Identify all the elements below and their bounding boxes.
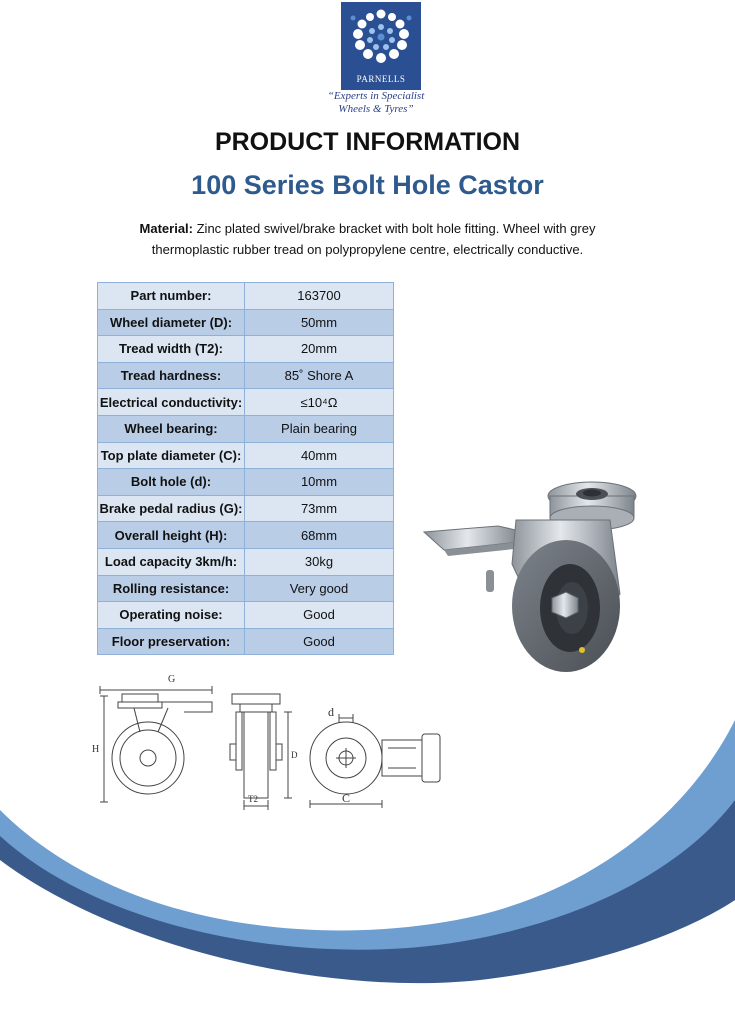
spec-label: Tread hardness: (98, 362, 245, 389)
logo-circles-icon (341, 2, 421, 74)
spec-value: 85˚ Shore A (245, 362, 394, 389)
table-row (98, 415, 394, 442)
spec-label: Top plate diameter (C): (98, 442, 245, 469)
castor-product-image (420, 474, 656, 674)
material-label: Material: (139, 221, 193, 236)
material-description (100, 218, 635, 260)
product-title: 100 Series Bolt Hole Castor (191, 170, 544, 200)
table-row (98, 548, 394, 575)
spec-label: Part number: (98, 283, 245, 310)
spec-value: 68mm (245, 522, 394, 549)
logo-box (341, 2, 421, 90)
page-heading: PRODUCT INFORMATION (214, 128, 521, 156)
spec-value: 163700 (245, 283, 394, 310)
spec-label: Overall height (H): (98, 522, 245, 549)
table-row (98, 389, 394, 416)
spec-label: Electrical conductivity: (98, 389, 245, 416)
dim-label-d-bolt: d (328, 705, 334, 719)
specs-table (97, 282, 394, 655)
material-text: Zinc plated swivel/brake bracket with bolt hole fitting. Wheel with grey thermoplastic rubber tread on polypropylene centre, electrically conductive. (151, 221, 596, 257)
spec-label: Bolt hole (d): (98, 469, 245, 496)
table-row (98, 283, 394, 310)
spec-value: Good (245, 602, 394, 629)
spec-value: Good (245, 628, 394, 655)
spec-label: Tread width (T2): (98, 336, 245, 363)
spec-value: 20mm (245, 336, 394, 363)
dim-label-c: C (342, 791, 351, 805)
table-row (98, 602, 394, 629)
table-row (98, 469, 394, 496)
table-row (98, 575, 394, 602)
spec-value: Plain bearing (245, 415, 394, 442)
table-row (98, 309, 394, 336)
spec-label: Wheel bearing: (98, 415, 245, 442)
table-row (98, 336, 394, 363)
spec-value: 73mm (245, 495, 394, 522)
decorative-waves (0, 700, 735, 1024)
table-row (98, 442, 394, 469)
spec-label: Load capacity 3km/h: (98, 548, 245, 575)
dim-label-d-wheel: D (291, 750, 298, 760)
table-row (98, 628, 394, 655)
dim-label-t2: T2 (248, 794, 258, 804)
spec-value: Very good (245, 575, 394, 602)
spec-label: Wheel diameter (D): (98, 309, 245, 336)
spec-label: Floor preservation: (98, 628, 245, 655)
spec-value: 50mm (245, 309, 394, 336)
spec-label: Operating noise: (98, 602, 245, 629)
table-row (98, 495, 394, 522)
spec-value: 40mm (245, 442, 394, 469)
dim-label-h: H (92, 744, 100, 755)
spec-value: ≤10⁴Ω (245, 389, 394, 416)
spec-value: 30kg (245, 548, 394, 575)
spec-label: Rolling resistance: (98, 575, 245, 602)
dim-label-g: G (168, 674, 176, 685)
spec-value: 10mm (245, 469, 394, 496)
table-row (98, 362, 394, 389)
logo-name: PARNELLS (356, 74, 406, 84)
spec-label: Brake pedal radius (G): (98, 495, 245, 522)
logo-tagline: “Experts in Specialist Wheels & Tyres” (327, 90, 425, 115)
table-row (98, 522, 394, 549)
